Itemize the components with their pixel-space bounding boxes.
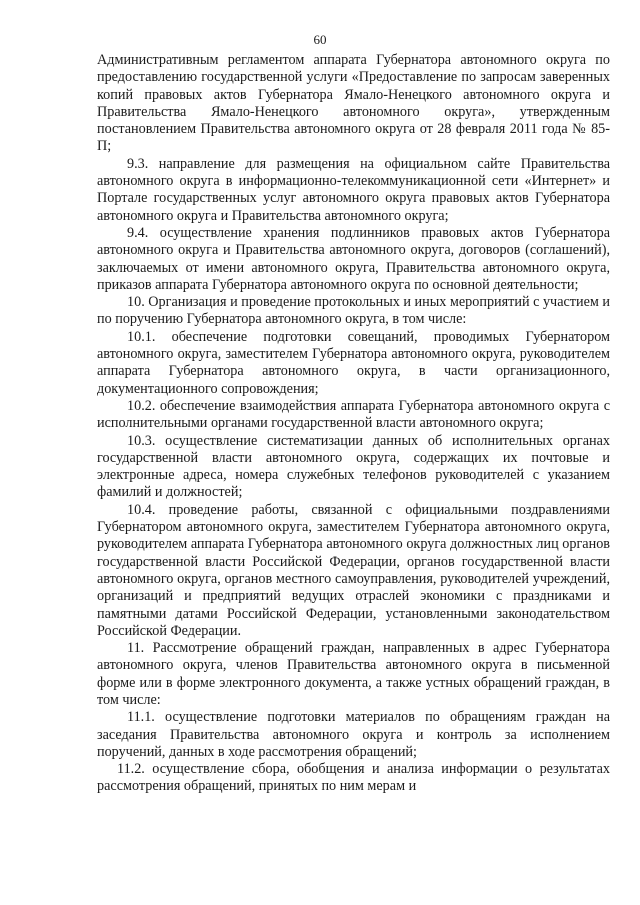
paragraph-10-2: 10.2. обеспечение взаимодействия аппарата Губернатора автономного округа с исполнительными органами государственной власти автономного округа;	[97, 397, 610, 432]
paragraph-10-1: 10.1. обеспечение подготовки совещаний, проводимых Губернатором автономного округа, заместителем Губернатора автономного округа, руководителем аппарата Губернатора автономного округа, в части организационного, документационного сопровождения;	[97, 328, 610, 397]
paragraph-continuation: Административным регламентом аппарата Губернатора автономного округа по предоставлению государственной услуги «Предоставление по запросам заверенных копий правовых актов Губернатора Ямало-Ненецкого автономного округа и Правительства Ямало-Ненецкого автономного округа», утвержденным постановлением Правительства автономного округа от 28 февраля 2011 года № 85-П;	[97, 52, 610, 155]
document-body	[97, 52, 610, 796]
paragraph-10-4: 10.4. проведение работы, связанной с официальными поздравлениями Губернатором автономного округа, заместителем Губернатора автономного округа, руководителем аппарата Губернатора автономного округа должностных лиц органов государственной власти Российской Федерации, органов государственной власти автономного округа, органов местного самоуправления, руководителей учреждений, организаций и предприятий ведущих отраслей экономики с праздниками и памятными датами Российской Федерации, установленными законодательством Российской Федерации.	[97, 501, 610, 639]
paragraph-10: 10. Организация и проведение протокольных и иных мероприятий с участием и по поручению Губернатора автономного округа, в том числе:	[97, 294, 610, 328]
paragraph-9-4: 9.4. осуществление хранения подлинников правовых актов Губернатора автономного округа и Правительства автономного округа, договоров (соглашений), заключаемых от имени автономного округа, Правительства автономного округа, приказов аппарата Губернатора автономного округа по основной деятельности;	[97, 224, 610, 293]
paragraph-11-1: 11.1. осуществление подготовки материалов по обращениям граждан на заседания Правительства автономного округа и контроль за исполнением поручений, данных в ходе рассмотрения обращений;	[97, 709, 610, 760]
paragraph-11: 11. Рассмотрение обращений граждан, направленных в адрес Губернатора автономного округа, членов Правительства автономного округа в письменной форме или в форме электронного документа, а также устных обращений граждан, в том числе:	[97, 640, 610, 708]
paragraph-9-3: 9.3. направление для размещения на официальном сайте Правительства автономного округа в информационно-телекоммуникационной сети «Интернет» и Портале государственных услуг автономного округа правовых актов Губернатора автономного округа и Правительства автономного округа;	[97, 155, 610, 224]
paragraph-10-3: 10.3. осуществление систематизации данных об исполнительных органах государственной власти автономного округа, содержащих их почтовые и электронные адреса, номера служебных телефонов руководителей с указанием фамилий и должностей;	[97, 432, 610, 501]
paragraph-11-2: 11.2. осуществление сбора, обобщения и анализа информации о результатах рассмотрения обращений, принятых по ним мерам и	[97, 761, 610, 795]
page-number: 60	[313, 32, 327, 47]
